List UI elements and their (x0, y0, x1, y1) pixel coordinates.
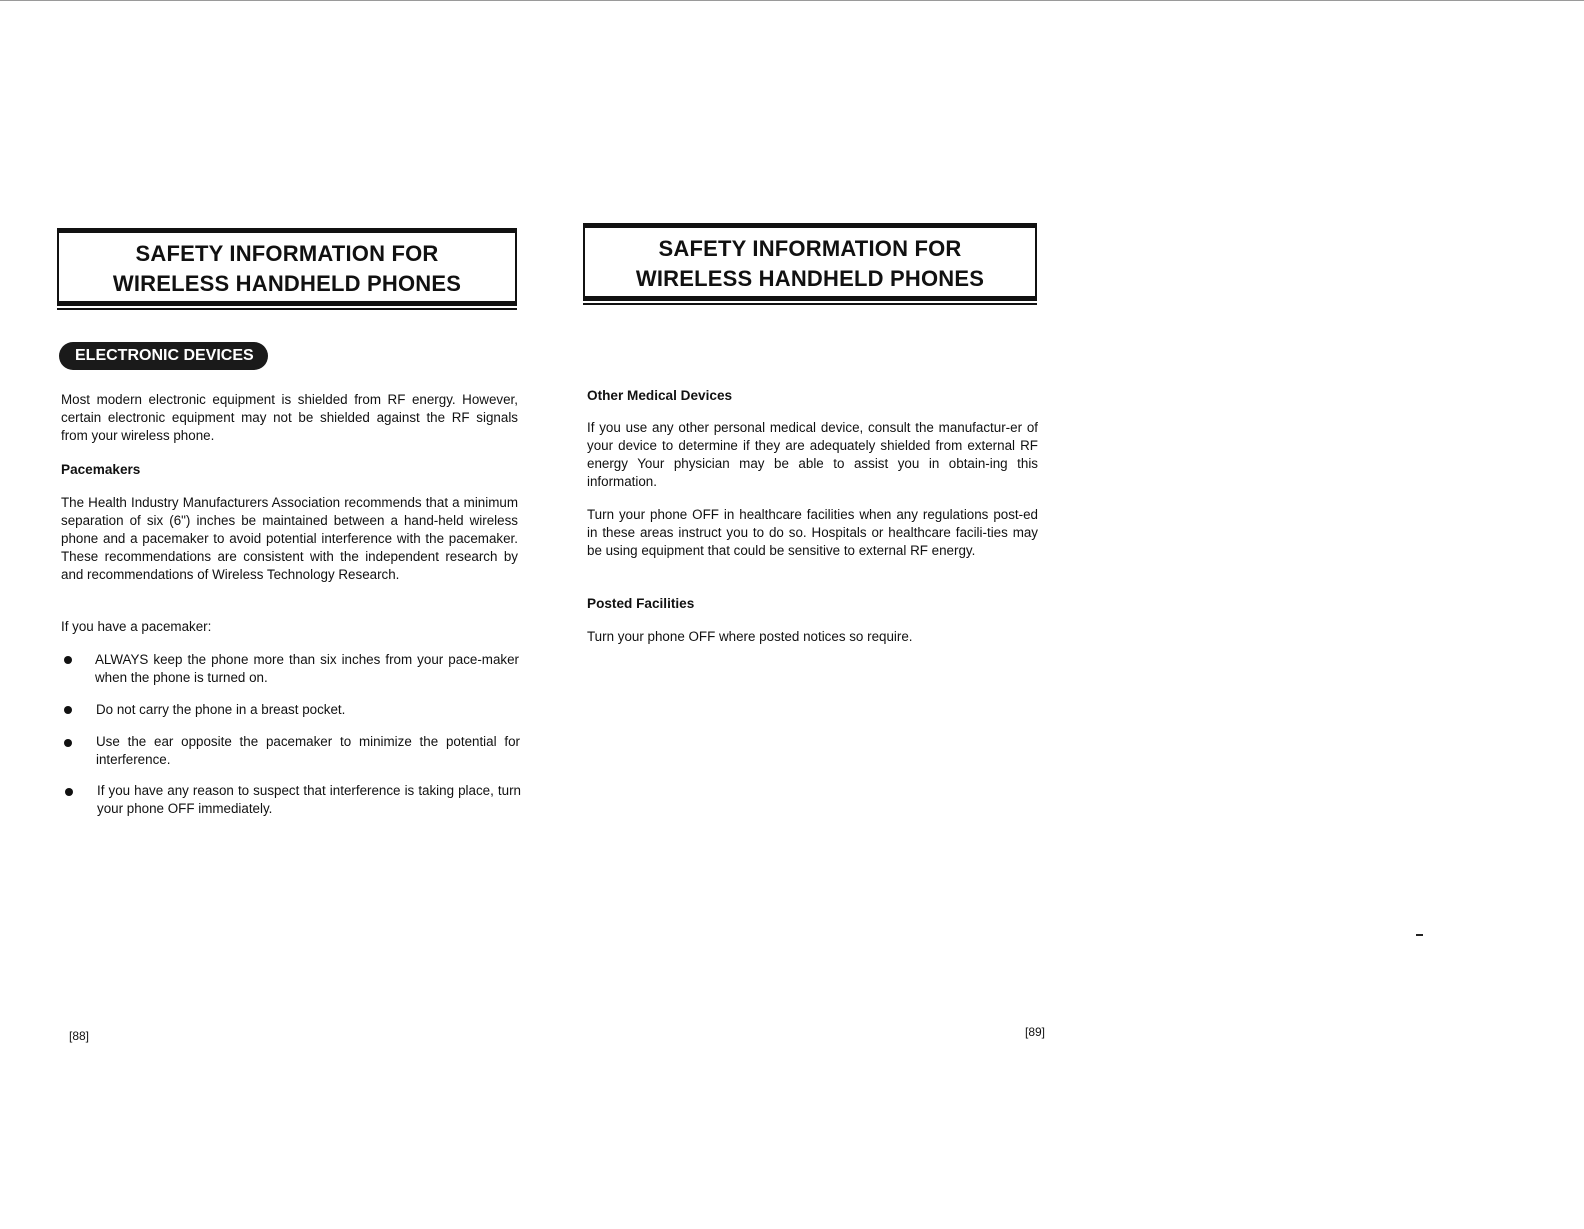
posted-facilities-paragraph: Turn your phone OFF where posted notices so require. (587, 629, 913, 644)
pacemakers-heading: Pacemakers (61, 462, 141, 477)
left-title-line-2: WIRELESS HANDHELD PHONES (112, 271, 462, 296)
left-title-underline (57, 308, 517, 310)
scan-speck (1416, 934, 1423, 936)
right-title-box (583, 223, 1037, 301)
page-number-left: [88] (69, 1029, 90, 1043)
bullet-dot (64, 656, 72, 664)
bullet-dot (65, 788, 73, 796)
posted-facilities-heading: Posted Facilities (587, 596, 695, 611)
bullet-item: Do not carry the phone in a breast pocket. (96, 702, 346, 717)
left-title-line-1: SAFETY INFORMATION FOR (135, 241, 439, 266)
right-title-line-1: SAFETY INFORMATION FOR (658, 236, 962, 261)
pacemaker-lead-text: If you have a pacemaker: (61, 619, 212, 634)
bullet-dot (64, 706, 72, 714)
bullet-item: Use the ear opposite the pacemaker to minimize the potential for interference. (96, 734, 520, 767)
healthcare-facilities-paragraph: Turn your phone OFF in healthcare facilities when any regulations post-ed in these areas instruct you to do so. Hospitals or healthcare facili-ties may be using equipment that could be sensitive to external RF energy. (587, 507, 1038, 558)
other-medical-devices-heading: Other Medical Devices (587, 388, 733, 403)
other-medical-devices-paragraph: If you use any other personal medical device, consult the manufactur-er of your device to determine if they are adequately shielded from external RF energy Your physician may be able to assist you in obtain-ing this information. (587, 420, 1038, 489)
bullet-item: If you have any reason to suspect that interference is taking place, turn your phone OFF immediately. (97, 783, 521, 816)
pacemakers-paragraph: The Health Industry Manufacturers Association recommends that a minimum separation of six (6") inches be maintained between a hand-held wireless phone and a pacemaker to avoid potential interference with the pacemaker. These recommendations are consistent with the independent research by and recommendations of Wireless Technology Research. (61, 495, 518, 582)
intro-paragraph: Most modern electronic equipment is shielded from RF energy. However, certain electronic equipment may not be shielded against the RF signals from your wireless phone. (61, 392, 518, 443)
right-title-underline (583, 303, 1037, 305)
page-number-right: [89] (1025, 1025, 1046, 1039)
bullet-dot (64, 739, 72, 747)
section-badge-electronic-devices: ELECTRONIC DEVICES (59, 342, 268, 370)
scan-top-border (0, 0, 1584, 1)
left-title-box (57, 228, 517, 306)
bullet-item: ALWAYS keep the phone more than six inches from your pace-maker when the phone is turned on. (95, 652, 519, 685)
right-title-line-2: WIRELESS HANDHELD PHONES (635, 266, 985, 291)
